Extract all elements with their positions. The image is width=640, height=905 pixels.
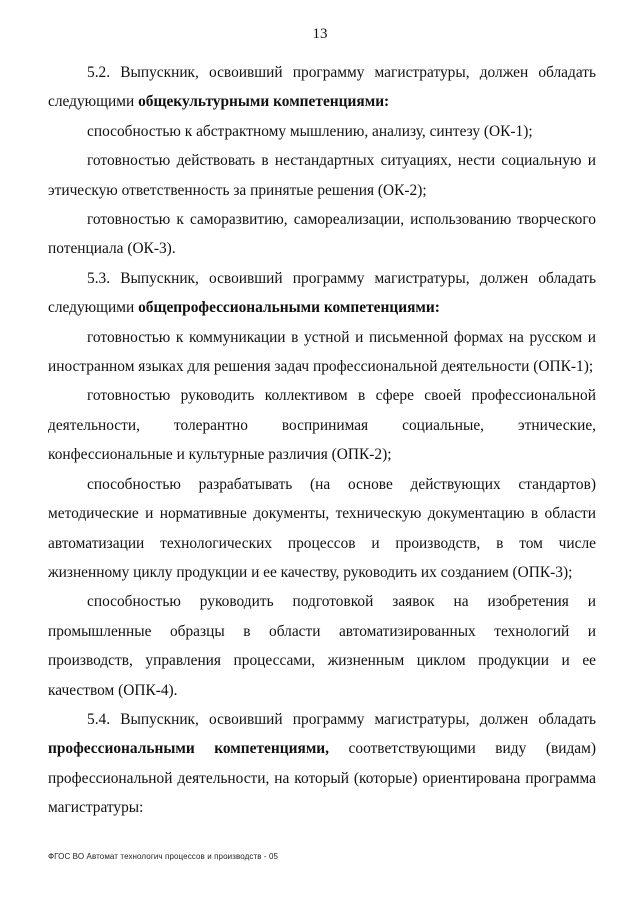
- page-footer: ФГОС ВО Автомат технологич процессов и производств - 05: [48, 852, 279, 861]
- paragraph-bold-text: общекультурными компетенциями:: [138, 93, 390, 111]
- paragraph-text: 5.2. Выпускник, освоивший программу магистратуры, должен обладать следующими: [48, 64, 596, 111]
- paragraph-text: способностью к абстрактному мышлению, анализу, синтезу (ОК-1);: [87, 122, 533, 140]
- paragraph-text: 5.4. Выпускник, освоивший программу магистратуры, должен обладать: [87, 710, 596, 728]
- paragraph-ok-1: [48, 117, 596, 146]
- paragraph-text: готовностью к саморазвитию, самореализации, использованию творческого потенциала (ОК-3).: [48, 211, 596, 258]
- paragraph-text-after: соответствующими виду (видам) профессиональной деятельности, на который (которые) ориентирована программа магистратуры:: [48, 740, 596, 817]
- paragraph-opk-1: [48, 323, 596, 382]
- paragraph-opk-3: [48, 470, 596, 588]
- paragraph-ok-2: [48, 146, 596, 205]
- paragraph-text: готовностью руководить коллективом в сфере своей профессиональной деятельности, толерантно воспринимая социальные, этнические, конфессиональные и культурные различия (ОПК-2);: [48, 387, 596, 464]
- paragraph-text: готовностью к коммуникации в устной и письменной формах на русском и иностранном языках для решения задач профессиональной деятельности (ОПК-1);: [48, 328, 596, 376]
- paragraph-5-2: [48, 58, 596, 117]
- paragraph-ok-3: [48, 205, 596, 264]
- paragraph-opk-4: [48, 587, 596, 705]
- document-body: [48, 58, 596, 823]
- paragraph-bold-text: профессиональными компетенциями,: [48, 740, 330, 758]
- paragraph-bold-text: общепрофессиональными компетенциями:: [138, 299, 440, 317]
- page-number: 13: [312, 26, 328, 42]
- paragraph-text: 5.3. Выпускник, освоивший программу магистратуры, должен обладать следующими: [48, 269, 596, 317]
- paragraph-text: готовностью действовать в нестандартных ситуациях, нести социальную и этическую ответственность за принятые решения (ОК-2);: [48, 152, 596, 199]
- paragraph-opk-2: [48, 381, 596, 469]
- paragraph-5-3: [48, 264, 596, 323]
- paragraph-text: способностью руководить подготовкой заявок на изобретения и промышленные образцы в области автоматизированных технологий и производств, управления процессами, жизненным циклом продукции и ее качеством (ОПК-4).: [48, 593, 596, 699]
- paragraph-5-4: [48, 705, 596, 823]
- paragraph-text: способностью разрабатывать (на основе действующих стандартов) методические и нормативные документы, техническую документацию в области автоматизации технологических процессов и производств, в том числе жизненному циклу продукции и ее качеству, руководить их созданием (ОПК-3);: [48, 475, 596, 581]
